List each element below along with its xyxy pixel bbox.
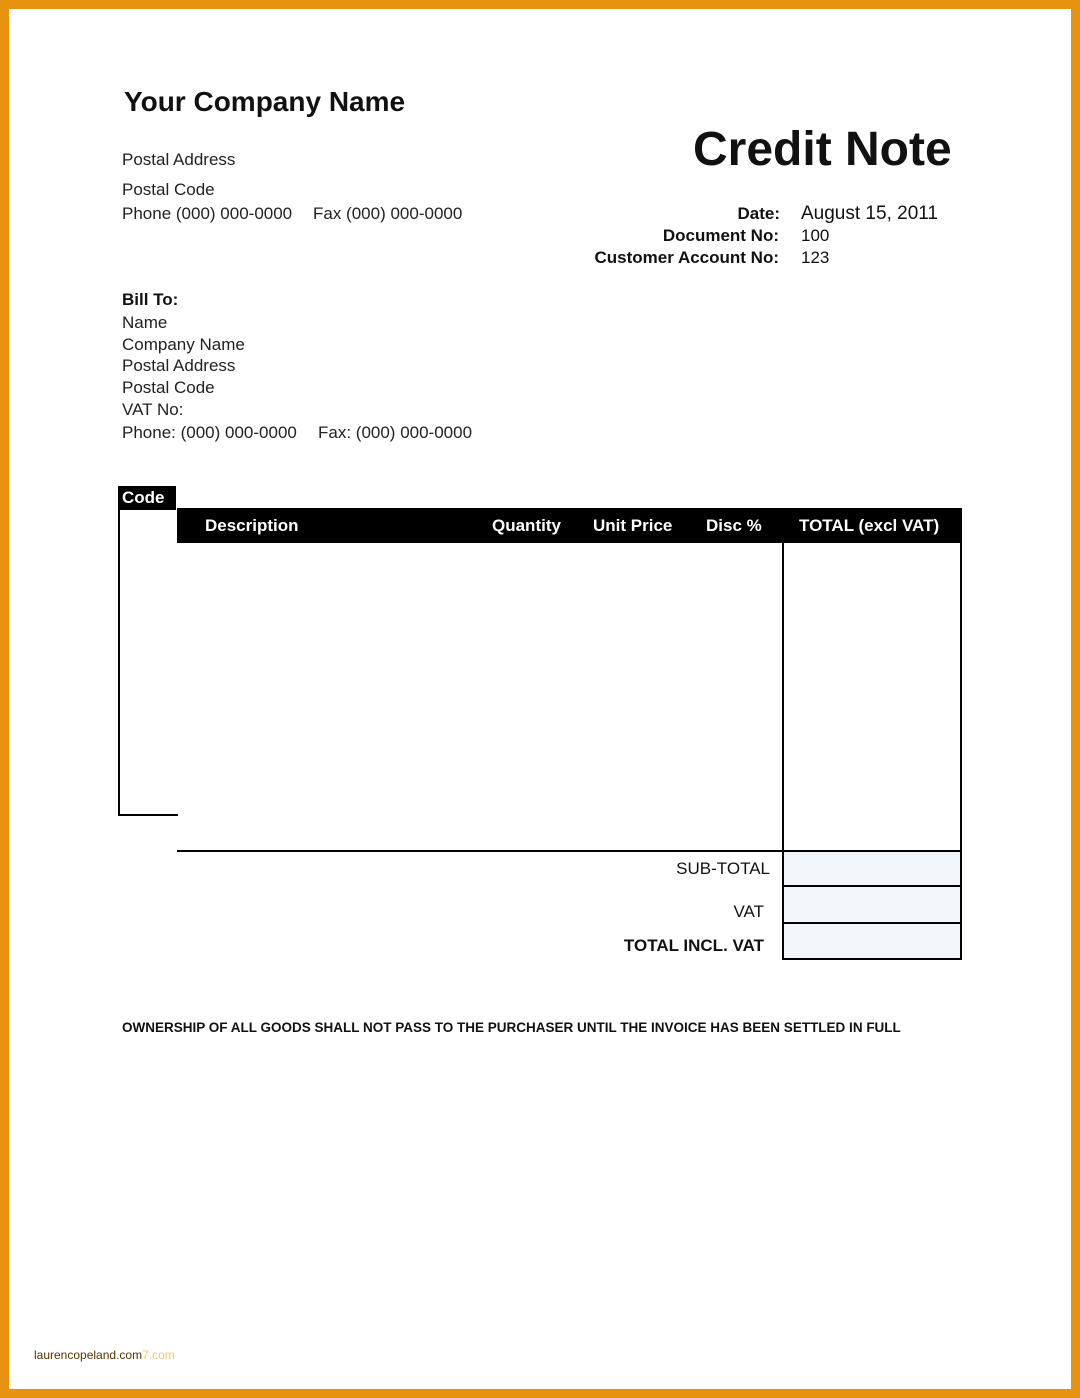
bill-to-fax: Fax: (000) 000-0000 xyxy=(318,423,473,442)
disc-header: Disc % xyxy=(706,516,762,535)
total-column[interactable] xyxy=(782,543,962,851)
document-no-value: 100 xyxy=(801,226,830,245)
company-name: Your Company Name xyxy=(124,86,406,117)
description-header: Description xyxy=(205,516,299,535)
company-postal-code: Postal Code xyxy=(122,180,215,199)
bill-to-company: Company Name xyxy=(122,335,245,354)
code-column-header: Code xyxy=(118,486,176,510)
subtotal-field[interactable] xyxy=(782,850,962,887)
watermark-faded: 7.com xyxy=(142,1348,175,1362)
quantity-header: Quantity xyxy=(492,516,561,535)
total-header: TOTAL (excl VAT) xyxy=(799,516,940,535)
company-fax: Fax (000) 000-0000 xyxy=(313,204,463,223)
account-no-value: 123 xyxy=(801,248,830,267)
date-value: August 15, 2011 xyxy=(801,203,938,224)
document-title: Credit Note xyxy=(693,123,952,176)
subtotal-label: SUB-TOTAL xyxy=(676,859,770,878)
watermark xyxy=(34,1348,175,1362)
ownership-notice: OWNERSHIP OF ALL GOODS SHALL NOT PASS TO THE PURCHASER UNTIL THE INVOICE HAS BEEN SETTLED IN FULL xyxy=(122,1020,901,1035)
bill-to-postal-code: Postal Code xyxy=(122,378,215,397)
code-column[interactable] xyxy=(118,508,178,816)
vat-field[interactable] xyxy=(782,885,962,924)
account-no-label: Customer Account No: xyxy=(594,248,779,267)
bill-to-vat: VAT No: xyxy=(122,400,184,419)
total-incl-vat-field[interactable] xyxy=(782,922,962,960)
watermark-text: laurencopeland.com xyxy=(34,1348,143,1362)
vat-label: VAT xyxy=(733,902,764,921)
unit-price-header: Unit Price xyxy=(593,516,673,535)
document-no-label: Document No: xyxy=(662,226,779,245)
company-phone: Phone (000) 000-0000 xyxy=(122,204,293,223)
date-label: Date: xyxy=(737,204,780,223)
bill-to-heading: Bill To: xyxy=(122,290,179,309)
bill-to-name: Name xyxy=(122,313,168,332)
total-incl-vat-label: TOTAL INCL. VAT xyxy=(623,936,764,955)
company-postal-address: Postal Address xyxy=(122,150,236,169)
bill-to-postal-address: Postal Address xyxy=(122,356,236,375)
bill-to-phone: Phone: (000) 000-0000 xyxy=(122,423,297,442)
